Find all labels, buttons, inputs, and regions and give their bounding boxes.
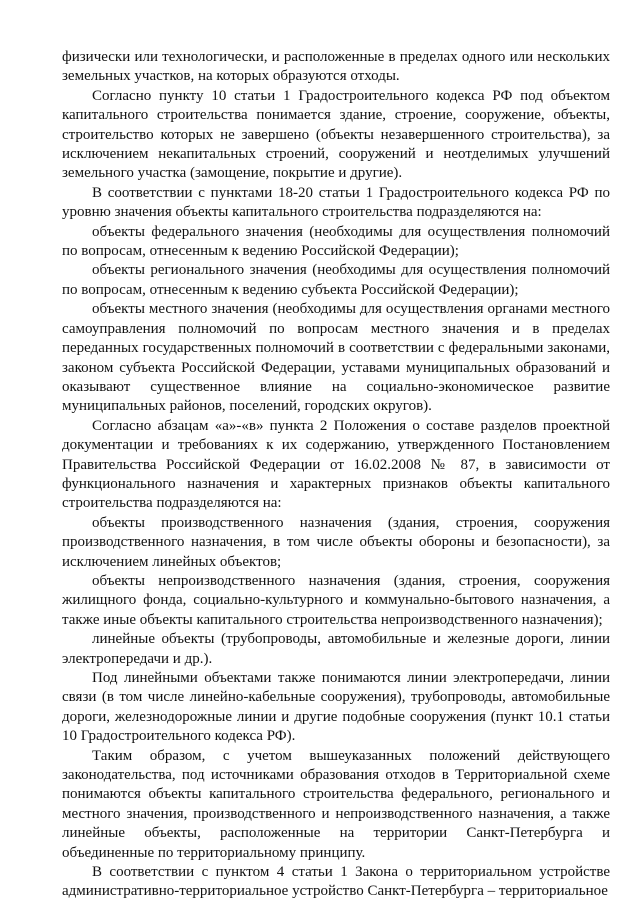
paragraph-significance-levels: В соответствии с пунктами 18-20 статьи 1 Градостроительного кодекса РФ по уровню значения объекты капитального строительства подразделяются на: [62, 184, 610, 221]
list-item-linear: линейные объекты (трубопроводы, автомобильные и железные дороги, линии электропередачи и др.). [62, 631, 610, 667]
list-item-non-industrial: объекты непроизводственного назначения (здания, строения, сооружения жилищного фонда, социально-культурного и коммунально-бытового назначения, а также иные объекты капитального строительства непроизводственного назначения); [62, 572, 610, 628]
paragraph-capital-construction-definition: Согласно пункту 10 статьи 1 Градостроительного кодекса РФ под объектом капитального строительства понимается здание, строение, сооружение, объекты, строительство которых не завершено (объекты незавершенного строительства), за исключением некапитальных строений, сооружений и неотделимых улучшений земельного участка (замощение, покрытие и другие). [62, 87, 610, 182]
document-page [62, 48, 610, 902]
list-item-regional: объекты регионального значения (необходимы для осуществления полномочий по вопросам, отнесенным к ведению субъекта Российской Федерации); [62, 262, 610, 298]
list-item-local: объекты местного значения (необходимы для осуществления органами местного самоуправления полномочий по вопросам местного значения и в пределах переданных государственных полномочий в соответствии с федеральными законами, законом субъекта Российской Федерации, уставами муниципальных образований и оказывают существенное влияние на социально-экономическое развитие муниципальных районов, поселений, городских округов). [62, 301, 610, 415]
paragraph-conclusion: Таким образом, с учетом вышеуказанных положений действующего законодательства, под источниками образования отходов в Территориальной схеме понимаются объекты капитального строительства федерального, регионального и местного значения, производственного и непроизводственного назначения, а также линейные объекты, расположенные на территории Санкт-Петербурга и объединенные по территориальному принципу. [62, 747, 610, 861]
paragraph-continued: физически или технологически, и расположенные в пределах одного или нескольких земельных участков, на которых образуются отходы. [62, 49, 610, 85]
list-item-industrial: объекты производственного назначения (здания, строения, сооружения производственного назначения, в том числе объекты обороны и безопасности), за исключением линейных объектов; [62, 514, 610, 570]
paragraph-linear-objects: Под линейными объектами также понимаются линии электропередачи, линии связи (в том числе линейно-кабельные сооружения), трубопроводы, автомобильные дороги, железнодорожные линии и другие подобные сооружения (пункт 10.1 статьи 10 Градостроительного кодекса РФ). [62, 670, 610, 745]
paragraph-functional-purpose: Согласно абзацам «а»-«в» пункта 2 Положения о составе разделов проектной документации и требованиях к их содержанию, утвержденного Постановлением Правительства Российской Федерации от 16.02.2008 № 87, в зависимости от функционального назначения и характерных признаков объекты капитального строительства подразделяются на: [62, 417, 610, 512]
paragraph-territorial-structure: В соответствии с пунктом 4 статьи 1 Закона о территориальном устройстве административно-территориальное устройство Санкт-Петербурга – территориальное [62, 864, 610, 900]
list-item-federal: объекты федерального значения (необходимы для осуществления полномочий по вопросам, отнесенным к ведению Российской Федерации); [62, 223, 610, 260]
